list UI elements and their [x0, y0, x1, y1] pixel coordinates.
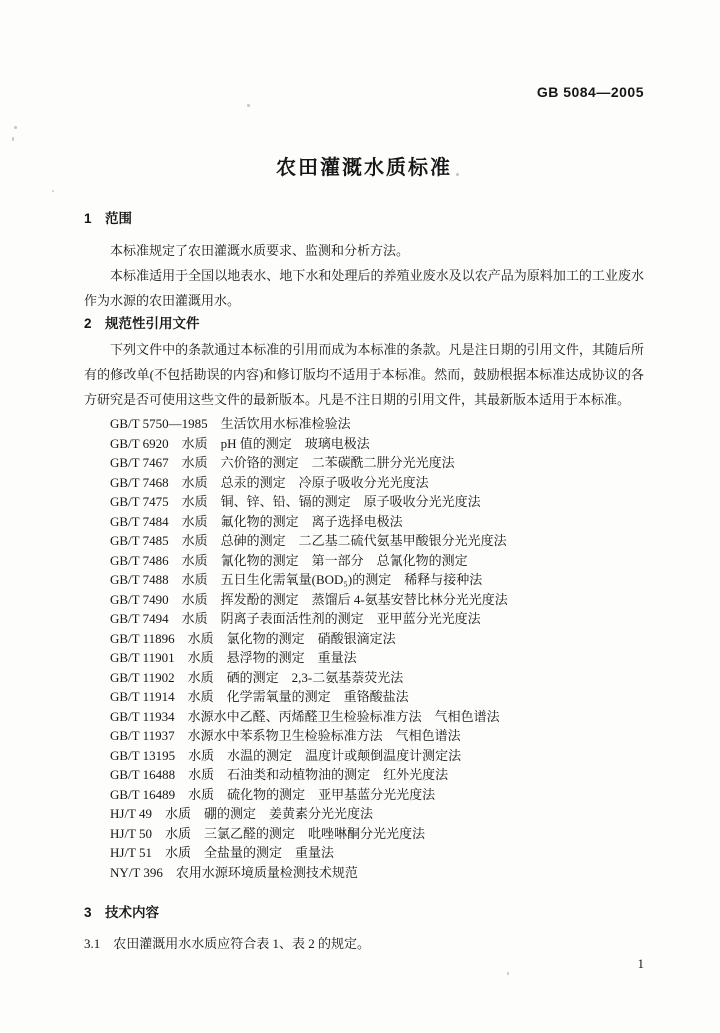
reference-item: HJ/T 50 水质 三氯乙醛的测定 吡唑啉酮分光光度法 [110, 825, 426, 841]
reference-item: GB/T 11914 水质 化学需氧量的测定 重铬酸盐法 [110, 689, 409, 704]
reference-item: HJ/T 49 水质 硼的测定 姜黄素分光光度法 [110, 806, 374, 821]
page-number: 1 [637, 956, 644, 971]
paragraph: 本标准规定了农田灌溉水质要求、监测和分析方法。 [110, 243, 410, 258]
reference-item: GB/T 6920 水质 pH 值的测定 玻璃电极法 [110, 435, 370, 451]
section-scope [84, 210, 644, 313]
reference-item: GB/T 5750—1985 生活饮用水标准检验法 [110, 416, 351, 431]
section-normative-references [84, 315, 644, 882]
paragraph: 下列文件中的条款通过本标准的引用而成为本标准的条款。凡是注日期的引用文件，其随后所有的修改单(不包括勘误的内容)和修订版均不适用于本标准。然而，鼓励根据本标准达成协议的各方研究是否可使用这些文件的最新版本。凡是不注日期的引用文件，其最新版本适用于本标准。 [84, 342, 644, 407]
reference-item: GB/T 11902 水质 硒的测定 2,3-二氨基萘荧光法 [110, 669, 404, 685]
reference-item: GB/T 11896 水质 氯化物的测定 硝酸银滴定法 [110, 630, 396, 646]
paragraph: 本标准适用于全国以地表水、地下水和处理后的养殖业废水及以农产品为原料加工的工业废水作为水源的农田灌溉用水。 [84, 268, 644, 308]
reference-item: GB/T 7484 水质 氟化物的测定 离子选择电极法 [110, 513, 403, 529]
scan-speck [14, 126, 17, 129]
document-title: 农田灌溉水质标准 [276, 157, 452, 179]
doc-number: GB 5084—2005 [536, 84, 644, 100]
reference-item: GB/T 13195 水质 水温的测定 温度计或颠倒温度计测定法 [110, 747, 462, 763]
reference-item: GB/T 7490 水质 挥发酚的测定 蒸馏后 4-氨基安替比林分光光度法 [110, 591, 508, 607]
scan-speck [12, 137, 14, 141]
reference-item: GB/T 7467 水质 六价铬的测定 二苯碳酰二肼分光光度法 [110, 455, 455, 470]
scan-speck [456, 173, 459, 176]
section-heading: 2 规范性引用文件 [84, 316, 200, 331]
scan-speck [507, 972, 509, 975]
reference-item: GB/T 16488 水质 石油类和动植物油的测定 红外光度法 [110, 767, 449, 782]
clause-3-1: 3.1 农田灌溉用水水质应符合表 1、表 2 的规定。 [84, 936, 371, 951]
reference-item: GB/T 7468 水质 总汞的测定 冷原子吸收分光光度法 [110, 474, 429, 490]
reference-item: GB/T 7475 水质 铜、锌、铅、镉的测定 原子吸收分光光度法 [110, 494, 481, 509]
reference-item: GB/T 7494 水质 阴离子表面活性剂的测定 亚甲蓝分光光度法 [110, 611, 481, 626]
reference-item: GB/T 11934 水源水中乙醛、丙烯醛卫生检验标准方法 气相色谱法 [110, 708, 500, 724]
scan-speck [52, 190, 54, 192]
section-heading: 3 技术内容 [84, 905, 160, 920]
reference-item: HJ/T 51 水质 全盐量的测定 重量法 [110, 845, 335, 860]
references-list [84, 414, 644, 882]
reference-item: GB/T 7485 水质 总砷的测定 二乙基二硫代氨基甲酸银分光光度法 [110, 533, 507, 548]
reference-item: GB/T 16489 水质 硫化物的测定 亚甲基蓝分光光度法 [110, 786, 436, 802]
reference-item: NY/T 396 农用水源环境质量检测技术规范 [110, 864, 358, 880]
reference-item: GB/T 11937 水源水中苯系物卫生检验标准方法 气相色谱法 [110, 728, 461, 743]
section-technical-content [84, 904, 644, 954]
reference-item: GB/T 11901 水质 悬浮物的测定 重量法 [110, 650, 357, 665]
reference-item: GB/T 7486 水质 氰化物的测定 第一部分 总氰化物的测定 [110, 552, 468, 568]
reference-item: GB/T 7488 水质 五日生化需氧量(BOD₅)的测定 稀释与接种法 [110, 572, 483, 587]
section-heading: 1 范围 [84, 211, 133, 226]
scan-speck [247, 104, 250, 107]
